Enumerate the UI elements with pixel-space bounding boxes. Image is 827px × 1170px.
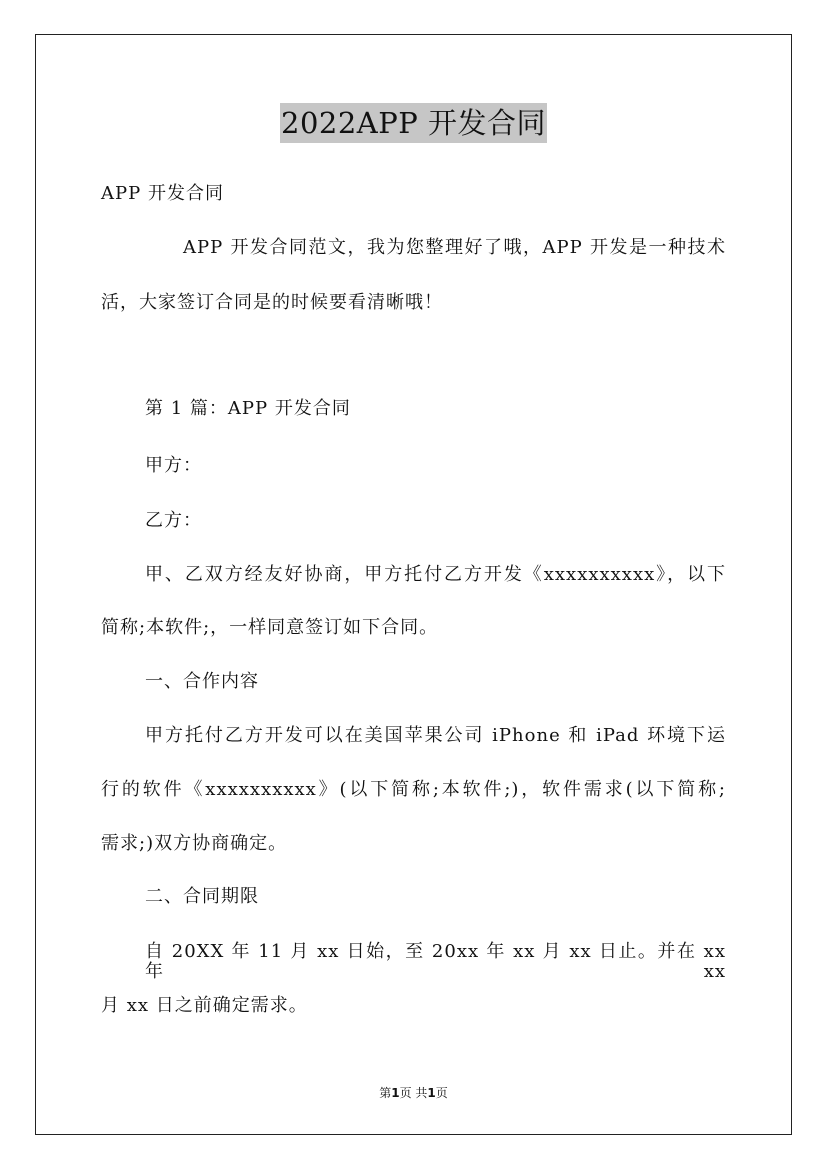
paragraph-1-line-1: 甲、乙双方经友好协商，甲方托付乙方开发《xxxxxxxxxx》，以下 — [145, 564, 726, 585]
paragraph-3-line-1: 自 20XX 年 11 月 xx 日始，至 20xx 年 xx 月 xx 日止。并在 xx 年 xx — [145, 941, 726, 982]
page-footer — [0, 1084, 827, 1101]
heading-cooperation-content: 一、合作内容 — [145, 671, 259, 692]
paragraph-2-line-2: 行的软件《xxxxxxxxxx》(以下简称;本软件;)，软件需求(以下简称; — [101, 779, 726, 800]
party-a-label: 甲方： — [145, 455, 202, 476]
intro-line-2: 活，大家签订合同是的时候要看清晰哦！ — [101, 292, 443, 313]
footer-middle: 页 共 — [399, 1086, 428, 1100]
document-subtitle: APP 开发合同 — [101, 183, 224, 204]
paragraph-2-line-3: 需求;)双方协商确定。 — [101, 833, 288, 854]
party-b-label: 乙方： — [145, 510, 202, 531]
paragraph-3-line-2: 月 xx 日之前确定需求。 — [101, 995, 308, 1016]
footer-prefix: 第 — [379, 1086, 392, 1100]
paragraph-2-line-1: 甲方托付乙方开发可以在美国苹果公司 iPhone 和 iPad 环境下运 — [145, 725, 726, 746]
footer-page-number: 1 — [391, 1086, 400, 1100]
document-title: 2022APP 开发合同 — [280, 103, 547, 143]
footer-suffix: 页 — [435, 1086, 448, 1100]
heading-contract-term: 二、合同期限 — [145, 886, 259, 907]
intro-line-1: APP 开发合同范文，我为您整理好了哦，APP 开发是一种技术 — [183, 237, 726, 258]
paragraph-1-line-2: 简称;本软件;，一样同意签订如下合同。 — [101, 617, 439, 638]
title-container — [0, 103, 827, 143]
section-heading: 第 1 篇：APP 开发合同 — [145, 398, 351, 419]
footer-page-total: 1 — [427, 1086, 436, 1100]
